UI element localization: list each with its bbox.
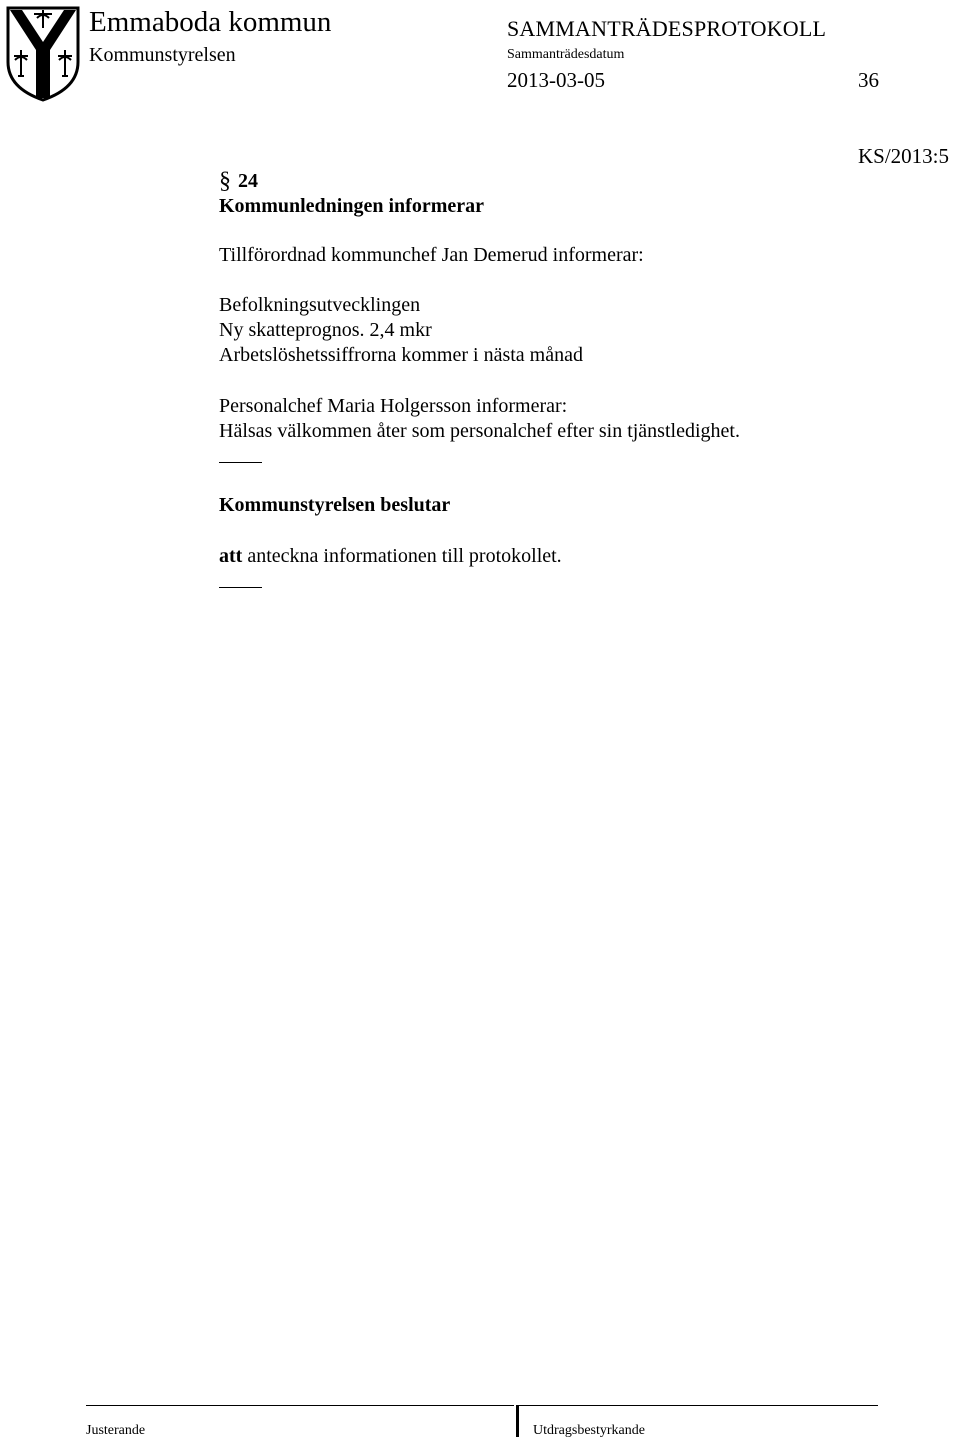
- body-line: Hälsas välkommen åter som personalchef efter sin tjänstledighet.: [219, 420, 740, 442]
- footer-divider: [516, 1405, 519, 1437]
- footer-line-right: [518, 1405, 878, 1406]
- paragraph-title: Kommunledningen informerar: [219, 195, 484, 217]
- document-type: SAMMANTRÄDESPROTOKOLL: [507, 16, 827, 41]
- organization-unit: Kommunstyrelsen: [89, 44, 236, 66]
- body-line: Ny skatteprognos. 2,4 mkr: [219, 319, 432, 341]
- decision-heading: Kommunstyrelsen beslutar: [219, 494, 451, 516]
- paragraph-number: 24: [238, 170, 258, 192]
- case-reference: KS/2013:5: [858, 144, 950, 168]
- justerande-label: Justerande: [86, 1423, 146, 1438]
- page-number: 36: [858, 68, 879, 92]
- utdragsbestyrkande-label: Utdragsbestyrkande: [533, 1423, 645, 1438]
- separator-line: [219, 462, 262, 463]
- body-line: Tillförordnad kommunchef Jan Demerud informerar:: [219, 244, 644, 266]
- footer-line-left: [86, 1405, 514, 1406]
- organization-name: Emmaboda kommun: [89, 6, 332, 38]
- body-line: Befolkningsutvecklingen: [219, 294, 421, 316]
- decision-text: [219, 543, 562, 569]
- section-sign: §: [219, 168, 231, 194]
- decision-body: anteckna informationen till protokollet.: [242, 545, 562, 567]
- coat-of-arms-icon: [4, 4, 82, 102]
- body-line: Arbetslöshetssiffrorna kommer i nästa månad: [219, 344, 583, 366]
- meeting-date-label: Sammanträdesdatum: [507, 47, 625, 62]
- body-line: Personalchef Maria Holgersson informerar:: [219, 395, 568, 417]
- meeting-date: 2013-03-05: [507, 68, 605, 92]
- att-keyword: att: [219, 545, 243, 567]
- separator-line: [219, 587, 262, 588]
